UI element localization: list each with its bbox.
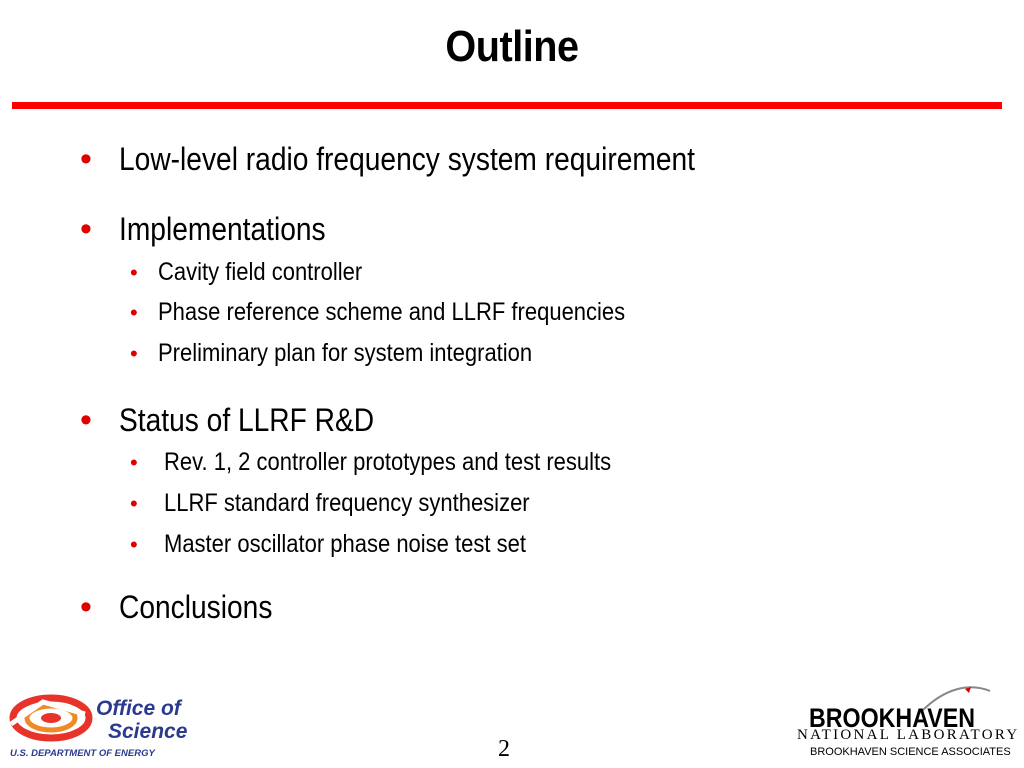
doe-swirl-icon [6, 690, 226, 760]
bullet-item [80, 210, 354, 249]
bullet-icon: • [80, 140, 92, 178]
sub-bullet-text: Cavity field controller [158, 258, 363, 286]
ofs-tagline: U.S. DEPARTMENT OF ENERGY [10, 748, 155, 759]
sub-bullet-text: Preliminary plan for system integration [158, 339, 533, 367]
sub-bullet-icon: • [130, 532, 138, 557]
brookhaven-logo [795, 685, 1020, 765]
sub-bullet-icon: • [130, 300, 138, 325]
bnl-subtitle: NATIONAL LABORATORY [797, 727, 1020, 743]
bullet-text: Conclusions [119, 589, 273, 625]
ofs-line2: Science [108, 720, 188, 743]
bullet-icon: • [80, 210, 92, 248]
bullet-icon: • [80, 401, 92, 439]
bullet-item [80, 401, 409, 440]
title-divider [12, 102, 1002, 109]
sub-bullet-item [130, 298, 689, 327]
bullet-text: Implementations [119, 211, 326, 247]
sub-bullet-icon: • [130, 450, 138, 475]
sub-bullet-item [130, 448, 672, 477]
bnl-associates: BROOKHAVEN SCIENCE ASSOCIATES [810, 746, 1011, 758]
sub-bullet-item [130, 530, 575, 559]
sub-bullet-text: Rev. 1, 2 controller prototypes and test results [164, 448, 612, 476]
bullet-text: Low-level radio frequency system requirement [119, 141, 695, 177]
sub-bullet-icon: • [130, 260, 138, 285]
sub-bullet-item [130, 339, 583, 368]
bullet-text: Status of LLRF R&D [119, 402, 375, 438]
sub-bullet-text: LLRF standard frequency synthesizer [164, 489, 530, 517]
sub-bullet-icon: • [130, 341, 138, 366]
bnl-name: BROOKHAVEN [809, 703, 975, 733]
bullet-icon: • [80, 588, 92, 626]
office-of-science-logo [6, 690, 226, 760]
bullet-item [80, 140, 774, 179]
sub-bullet-icon: • [130, 491, 138, 516]
sub-bullet-text: Phase reference scheme and LLRF frequencies [158, 298, 626, 326]
sub-bullet-item [130, 258, 390, 287]
ofs-line1: Office of [96, 697, 181, 720]
sub-bullet-item [130, 489, 580, 518]
slide-title: Outline [445, 22, 579, 71]
page-number: 2 [498, 736, 510, 762]
sub-bullet-text: Master oscillator phase noise test set [164, 530, 526, 558]
bullet-item [80, 588, 293, 627]
